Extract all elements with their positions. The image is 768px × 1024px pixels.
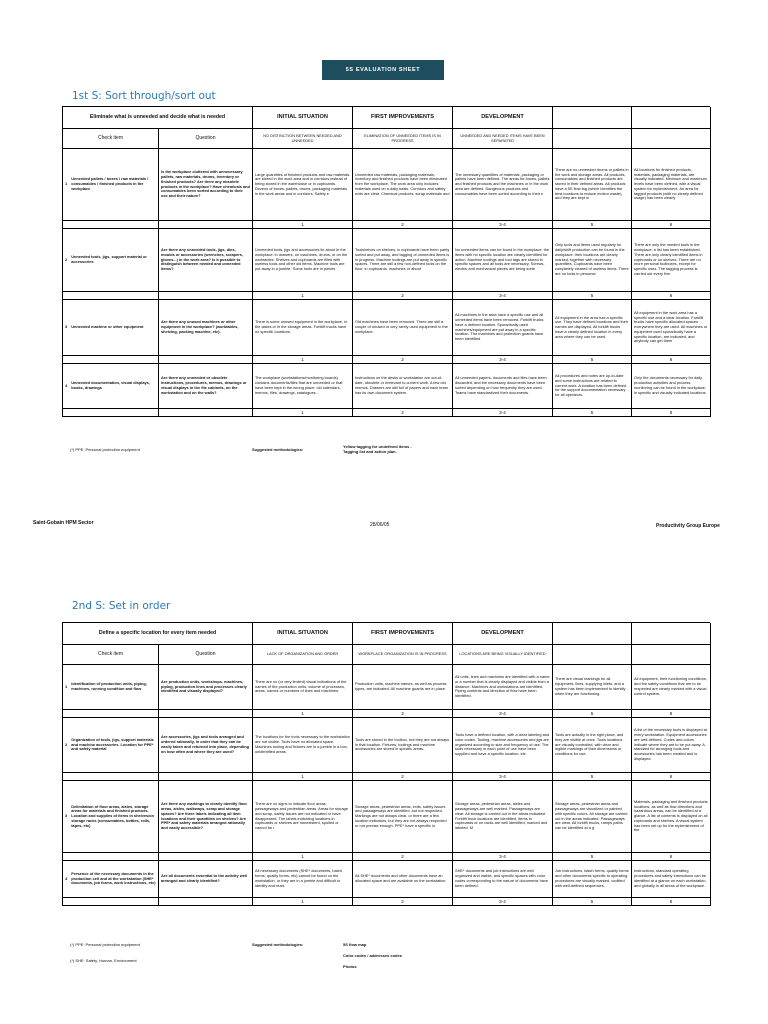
score-cell: 2 (353, 710, 453, 718)
header-blank-cell (632, 623, 711, 645)
score-blank-cell (159, 221, 253, 229)
check-item-cell (63, 861, 159, 898)
score-cell: 1 (253, 710, 353, 718)
footer-group: Productivity Group Europe (656, 523, 720, 529)
phase-development: DEVELOPMENT (453, 623, 553, 645)
score-cell: 6 (632, 356, 711, 364)
check-item-text: Unneeded tools, jigs, support material or accessories (71, 254, 147, 264)
score-cell: 3-4 (453, 221, 553, 229)
score-cell: 2 (353, 221, 453, 229)
check-item-cell (63, 149, 159, 221)
question-cell: Are production units, workshops, machines, piping, production lines and processes clearly identified and visually displayed? (159, 665, 253, 710)
score-cell: 5 (553, 221, 632, 229)
question-cell: Are there any markings to clearly identify floor areas, aisles, walkways, scrap and storage spaces? Are there labels indicating all item locations and their quantities on shelves? Are PPE* and safety materials arranged rationally and easily accessible? (159, 781, 253, 853)
score-cell: 6 (632, 221, 711, 229)
score-cell: 3-4 (453, 773, 553, 781)
check-item-cell (63, 665, 159, 710)
methodology-item: Tagging list and action plan. (343, 449, 397, 455)
score-cell: 5 (553, 853, 632, 861)
score-cell: 1 (253, 221, 353, 229)
score-blank-cell (63, 292, 159, 300)
footer-date: 28/06/05 (370, 522, 390, 528)
level-1-description: There are no signs to indicate floor areas, passageways and pedestrian areas. Areas for storage and scrap, safety issues are not indicated or have disappeared. The labels indicating locations in cupboards or shelves are nonexistent, spoiled or cannot be r (253, 781, 353, 853)
check-item-text: Delimitation of floor areas, aisles, storage areas for materials and finished products. Location and supplies of items in shelves/on storage racks (consumables, bottles, rolls, tapes, etc) (71, 803, 155, 828)
score-blank-cell (63, 710, 159, 718)
check-item-number: 4 (65, 382, 68, 388)
check-item-number: 2 (65, 741, 68, 747)
score-cell: 6 (632, 898, 711, 906)
level-3-description: All units, lines and machines are identified with a name or a number that is clearly displayed and visible from a distance. Machines and workstations are identified. Piping contents and direction of flow have been identified. (453, 665, 553, 710)
phase-state-3: UNNEEDED AND NEEDED ITEMS HAVE BEEN SEPARATED (453, 129, 553, 149)
check-item-cell (63, 229, 159, 292)
section-2-footnote-ppe: (*) PPE: Personal protection equipment (70, 942, 140, 947)
section-1-methodologies (343, 444, 412, 455)
score-blank-cell (159, 898, 253, 906)
phase-state-1: NO DISTINCTION BETWEEN NEEDED AND UNNEEDED (253, 129, 353, 149)
check-item-text: Unneeded machine or other equipment (71, 324, 144, 330)
score-blank-cell (63, 853, 159, 861)
level-3-description: The necessary quantities of materials, packaging or pallets have been defined. The areas for boxes, pallets and finished products and the machines or in the work area are defined. Dangerous products and consumables have been sorted according to their n (453, 149, 553, 221)
check-item-text: Presence of the necessary documents in the production cell and at the workstation (SHE* documents, job forms, work instructions, etc) (71, 870, 156, 886)
level-3-description: SHE* documents and job instructions are well organized and visible, and specific spaces with color codes corresponding to the nature of documents have been defined. (453, 861, 553, 898)
level-2-description: Production units, machine names, as well as process types, are indicated. All machine guards are in place. (353, 665, 453, 710)
level-5-description: All locations for finished products, materials, packaging materials, are visually indicated. Minimum and maximum levels have been defined, with a visual system for replenishment. An area for tagged products (with no clearly defined usage) has been clearly (632, 149, 711, 221)
evaluation-sheet-banner: 5S EVALUATION SHEET (322, 60, 444, 80)
section-2-methodologies-label: Suggested methodologies: (252, 942, 304, 947)
score-cell: 3-4 (453, 853, 553, 861)
check-item-text: Unneeded documentation, visual displays, books, drawings (71, 380, 150, 390)
header-blank-cell (553, 645, 632, 665)
score-cell: 5 (553, 356, 632, 364)
question-cell: Are accessories, jigs and tools arranged and ordered rationally, in order that they can be easily taken and returned into place, depending on how often and where they are used? (159, 718, 253, 773)
phase-initial-situation: INITIAL SITUATION (253, 107, 353, 129)
score-blank-cell (159, 356, 253, 364)
score-cell: 2 (353, 898, 453, 906)
level-4-description: All equipment in the area has a specific use. They have defined locations and their names are displayed. All forklift trucks have a clearly defined location in every area where they can be used. (553, 300, 632, 356)
score-cell: 6 (632, 710, 711, 718)
score-cell: 1 (253, 853, 353, 861)
column-check-item: Check item (63, 645, 159, 665)
header-blank-cell (632, 645, 711, 665)
check-item-number: 1 (65, 181, 68, 187)
level-2-description: All SHE* documents and other documents have an allocated space and are available on the workstation. (353, 861, 453, 898)
question-cell: Are there any unused machines or other equipment in the workplace? (worktables, shelving, packing machine, etc). (159, 300, 253, 356)
level-2-description: Old machines have been removed. There are still a couple of unused or very rarely used equipment in the workplace. (353, 300, 453, 356)
check-item-cell (63, 300, 159, 356)
section-1-heading: Eliminate what is unneeded and decide what is needed (63, 107, 253, 129)
check-item-text: Organization of tools, jigs, support materials and machine accessories. Location for PPE* and safety material (71, 736, 154, 752)
score-cell: 2 (353, 773, 453, 781)
check-item-cell (63, 718, 159, 773)
score-cell: 5 (553, 710, 632, 718)
header-blank-cell (553, 129, 632, 149)
level-1-description: The workplace (workstations/monitoring boards) contains documents/files that are unneeded or that have been kept in the wrong place: old calendars, memos, files, drawings, catalogues... (253, 364, 353, 409)
check-item-text: Unneeded pallets / boxes / raw materials / consumables / finished products in the workplace (71, 176, 149, 191)
level-4-description: There are visual markings for all equipment, lines, supplying inlets, and a system has been implemented to identify when they are functioning. (553, 665, 632, 710)
level-5-description: Only the documents necessary for daily production activities and process monitoring can be found in the workplace, in specific and visually indicated locations. (632, 364, 711, 409)
question-cell: Are there any unneeded or obsolete instructions, procedures, memos, drawings or visual displays in the file cabinets, on the workstation and on the walls? (159, 364, 253, 409)
phase-state-1: LACK OF ORGANIZATION AND ORDER (253, 645, 353, 665)
level-2-description: Storage areas, pedestrian areas, exits, safety issues and passageways are identified, but not respected. Markings are not always clear, or there are a few location indicators, but they are not always respected or not precise enough. PPE* have a specific lo (353, 781, 453, 853)
score-cell: 3-4 (453, 409, 553, 417)
score-cell: 5 (553, 773, 632, 781)
score-cell: 3-4 (453, 898, 553, 906)
level-3-description: Tools have a defined location, with a clear labeling and color codes. Tooling, machine accessories and jigs are organized according to size and frequency of use. The tools necessary in each point of use have been supplied and have a specific location, etc (453, 718, 553, 773)
level-1-description: Unneeded tools, jigs and accessories lie about in the workplace: in drawers, on machines, drums, or on the worktables. Shelves and cupboards are filled with useless tools and other old items. Machine tools are put away in a jumble. Some tools are in pieces (253, 229, 353, 292)
level-2-description: Toolshelves on shelves, in cupboards have been partly sorted and put away, and tagging of unneeded items is in progress. Machine toolings are put away in specific spaces. There are still a few non-defined tools on the floor, in cupboards, machines or about (353, 229, 453, 292)
score-cell: 1 (253, 356, 353, 364)
level-3-description: Storage areas, pedestrian areas, aisles and passageways are well marked. Passageways are clear. All storage is carried out in the areas indicated. Forklift truck locations are identified. Items in cupboards or on racks are well identified, marked and labeled. M (453, 781, 553, 853)
level-1-description: Large quantities of finished products and raw materials are stored in the work area and in corridors instead of being stored in the warehouse or in cupboards. Dozens of boxes, pallets, drums, packaging materials in the work areas and in corridors. Safety e (253, 149, 353, 221)
section-2-footnote-she: (*) SHE: Safety, Human, Environment (70, 958, 137, 963)
level-2-description: Instructions on the desks or workstation are out-of-date, obsolete or irrelevant to current work. A few old memos. Drawers are still full of papers and each team has its own document system. (353, 364, 453, 409)
check-item-cell (63, 364, 159, 409)
score-cell: 5 (553, 898, 632, 906)
score-cell: 3-4 (453, 356, 553, 364)
section-1-table (62, 106, 710, 417)
score-blank-cell (159, 773, 253, 781)
score-blank-cell (63, 773, 159, 781)
methodology-item: Color codes / addresses codes (343, 952, 402, 958)
check-item-number: 1 (65, 683, 68, 689)
level-4-description: Tools are actually in the right place, and they are visible at once. Tools locations are visually controlled, with clear and legible markings of their dimensions or conditions for use. (553, 718, 632, 773)
level-1-description: The locations for the tools necessary to the workstation are not visible. Tools have no allocated space. Machines tooling and fixtures are in a jumble in a box, unidentified areas. (253, 718, 353, 773)
score-blank-cell (63, 356, 159, 364)
score-cell: 5 (553, 409, 632, 417)
score-cell: 3-4 (453, 292, 553, 300)
header-blank-cell (553, 107, 632, 129)
score-cell: 6 (632, 409, 711, 417)
column-question: Question (159, 129, 253, 149)
phase-first-improvements: FIRST IMPROVEMENTS (353, 623, 453, 645)
section-1-methodologies-label: Suggested methodologies: (252, 447, 304, 452)
score-blank-cell (159, 292, 253, 300)
check-item-cell (63, 781, 159, 853)
section-1-footnote-ppe: (*) PPE: Personal protection equipment (70, 447, 140, 452)
score-blank-cell (159, 710, 253, 718)
header-blank-cell (632, 107, 711, 129)
level-5-description: All equipment, their functioning conditions, and the safety conditions that are to be respected are clearly marked with a visual control system. (632, 665, 711, 710)
level-5-description: All equipment in the work area has a specific use and a clear location. Forklift trucks have specific allocated spaces everywhere they are used. All machines or equipment used sporadically have a specific location, are indicated, and anybody can get them (632, 300, 711, 356)
score-blank-cell (63, 409, 159, 417)
section-2-methodologies (343, 942, 402, 969)
score-blank-cell (63, 221, 159, 229)
question-cell: Is the workplace cluttered with unnecessary pallets, raw materials, drums, inventory or finished products? Are there any obsolete products in the workplace? Have chemicals and consumables been sorted according to their use and their nature? (159, 149, 253, 221)
level-4-description: Job instructions, batch forms, quality forms and other documents specific to operating procedures are visually marked, codified with well-defined sequences. (553, 861, 632, 898)
check-item-number: 3 (65, 324, 68, 330)
level-5-description: Instructions, standard operating procedures and safety instructions can be identified at a glance on each workstation, and globally in all areas of the workplace. (632, 861, 711, 898)
level-4-description: All procedures and notes are up-to-date and some instructions are related to current work. A location has been defined for the support documentation necessary for all operators. (553, 364, 632, 409)
section-2-table (62, 622, 710, 906)
phase-first-improvements: FIRST IMPROVEMENTS (353, 107, 453, 129)
phase-state-2: WORKPLACE ORGANIZATION IS IN PROGRESS (353, 645, 453, 665)
level-1-description: All necessary documents (SHE* documents, batch forms, quality forms, etc) cannot be found on the workstation, or they are in a jumble and difficult to identify and read. (253, 861, 353, 898)
phase-development: DEVELOPMENT (453, 107, 553, 129)
header-blank-cell (632, 129, 711, 149)
score-cell: 5 (553, 292, 632, 300)
phase-state-2: ELIMINATION OF UNNEEDED ITEMS IS IN PROGRESS (353, 129, 453, 149)
score-cell: 2 (353, 356, 453, 364)
question-cell: Are there any unneeded tools, jigs, dies, moulds or accessories (wrenches, scrapers, gloves...) in the work area? Is it possible to distinguish between needed and unneeded items? (159, 229, 253, 292)
level-3-description: All unneeded papers, documents and files have been discarded, and the necessary documents have been sorted depending on how frequently they are used. Teams have standardized their documents. (453, 364, 553, 409)
methodology-item: Yellow tagging for undefined items - (343, 444, 412, 449)
header-blank-cell (553, 623, 632, 645)
methodology-item: Photos (343, 963, 357, 969)
methodology-item: 5S flow map (343, 942, 367, 947)
score-cell: 2 (353, 292, 453, 300)
level-1-description: There is some unused equipment in the workplace, in the aisles or in the storage areas. Forklift trucks have no specific locations. (253, 300, 353, 356)
footer-company: Saint-Gobain HPM Sector (33, 520, 94, 526)
score-cell: 1 (253, 409, 353, 417)
phase-initial-situation: INITIAL SITUATION (253, 623, 353, 645)
score-cell: 6 (632, 773, 711, 781)
score-cell: 6 (632, 292, 711, 300)
score-cell: 1 (253, 773, 353, 781)
level-3-description: All machines in the area have a specific use and all unneeded items have been removed. Forklift trucks have a defined location. Sporadically used machines/equipment are put away in a specific location. The machines and protection guards have been identified (453, 300, 553, 356)
level-5-description: Materials, packaging and finished products locations, as well as flow directions and hazardous areas, can be identified at a glance. A list of contents is displayed on all cupboards and shelves. A visual system has been set up for the replenishment of the (632, 781, 711, 853)
section-2-title: 2nd S: Set in order (72, 600, 171, 612)
column-check-item: Check item (63, 129, 159, 149)
score-cell: 3-4 (453, 710, 553, 718)
column-question: Question (159, 645, 253, 665)
score-cell: 6 (632, 853, 711, 861)
level-5-description: A list of the necessary tools is displayed at every workstation. Equipment accessories are well-defined. Codes and colors indicate where they are to be put away. A standard for arranging tools and accessories has been created and is displayed. (632, 718, 711, 773)
level-4-description: Storage areas, pedestrian areas and passageways are visualized or painted with specific colors. All storage are carried out in the areas indicated. Passageways are clear. All forklift trucks, ramps paths can be identified at a g (553, 781, 632, 853)
check-item-number: 2 (65, 256, 68, 262)
check-item-text: Identification of production units, piping, machines, running condition and flow (71, 681, 147, 691)
level-3-description: No unneeded items can be found in the workplace: the items with no specific location are clearly identified for action. Machine toolings and tool tags are stored in specific spaces and all tools are necessary. Screws, electric and mechanical pieces are being sorte (453, 229, 553, 292)
question-cell: Are all documents essential to the activity well arranged and clearly identified? (159, 861, 253, 898)
score-blank-cell (159, 853, 253, 861)
level-2-description: Tools are stored in the toolbox, but they are not always in that location. Fixtures, toolings and machine accessories are stored in specific areas. (353, 718, 453, 773)
score-cell: 1 (253, 292, 353, 300)
score-cell: 1 (253, 898, 353, 906)
score-cell: 2 (353, 409, 453, 417)
section-1-title: 1st S: Sort through/sort out (72, 90, 216, 102)
check-item-number: 3 (65, 813, 68, 819)
level-4-description: Only tools and items used regularly for daily/shift production can be found in the workplace: their locations are clearly marked, together with necessary quantities. Cupboards have been completely cleared of useless items. There are no tools in personal (553, 229, 632, 292)
phase-state-3: LOCATIONS ARE BEING VISUALLY IDENTIFIED (453, 645, 553, 665)
score-blank-cell (159, 409, 253, 417)
score-blank-cell (63, 898, 159, 906)
level-2-description: Unneeded raw materials, packaging materials, inventory and finished products have been eliminated from the workplace. The work area only includes materials used on a daily basis. Corridors and safety exits are clear. Chemical products, scrap materials and (353, 149, 453, 221)
check-item-number: 4 (65, 875, 68, 881)
level-5-description: There are only the needed tools in the workplace: a list has been established. There are only clearly identified items in cupboards or on shelves. There are no more personal toolboxes, except for specific uses. The tagging process is carried out every five (632, 229, 711, 292)
level-4-description: There are no unneeded drums or pallets in the work and storage areas. All products, consumables and finished products are stored in their defined areas. All products have a 5S flow tag (which identifies the best locations to reduce motion waste), and they are kept in (553, 149, 632, 221)
score-cell: 2 (353, 853, 453, 861)
section-2-heading: Define a specific location for every item needed (63, 623, 253, 645)
level-1-description: There are no (or very limited) visual indications of the names of the production units, volume of processes, areas, names or numbers of lines and machines. (253, 665, 353, 710)
